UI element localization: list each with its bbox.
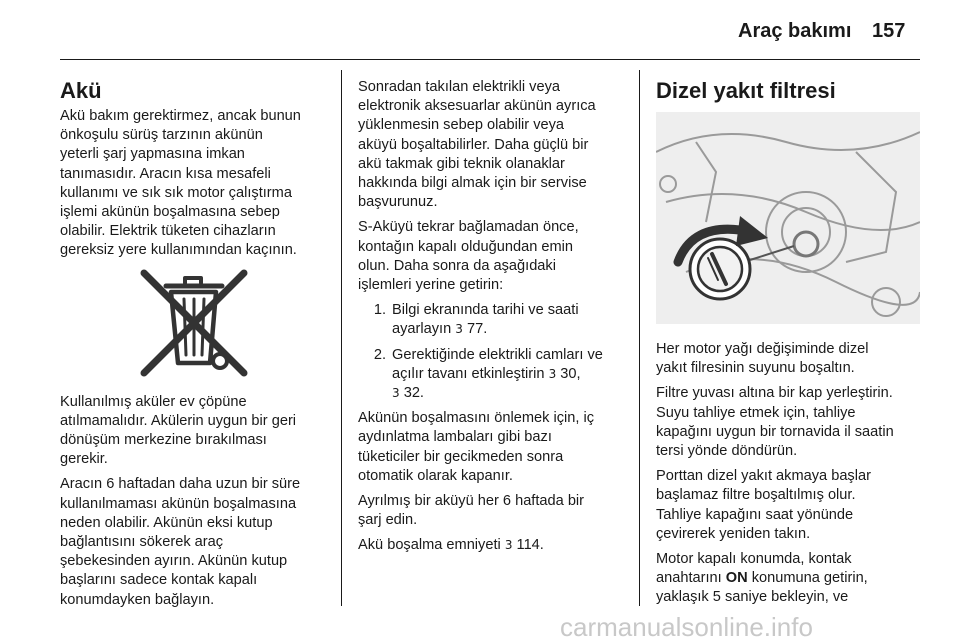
list-item <box>358 301 626 339</box>
page-reference-link[interactable]: 30, <box>560 365 581 382</box>
battery-paragraph-2: Kullanılmış aküler ev çöpüne atılmamalıdır. Akülerin uygun bir geri dönüşüm merkezine bırakılması gerekir. <box>60 393 297 468</box>
header-divider <box>60 59 920 60</box>
diesel-paragraph-1: Her motor yağı değişiminde dizel yakıt filresinin suyunu boşaltın. <box>656 341 869 377</box>
diesel-paragraph-3: Porttan dizel yakıt akmaya başlar başlamaz filtre boşaltılmış olur. Tahliye kapağını saat yönünde çevirerek yeniden takın. <box>656 468 871 542</box>
battery-paragraph-1: Akü bakım gerektirmez, ancak bunun önkoşulu sürüş tarzının akünün yeterli şarj yapmasına imkan tanımasıdır. Aracın kısa mesafeli kullanımı ve sık sık motor çalıştırma işlemi akünün boşalmasına sebep olabilir. Elektrik tüketen cihazların gereksiz yere kullanımından kaçının. <box>60 108 301 259</box>
crossed-bin-icon <box>138 269 250 377</box>
xref-arrow-icon: 3 <box>392 386 400 401</box>
column-divider-1 <box>341 70 342 606</box>
column-divider-2 <box>639 70 640 606</box>
battery-paragraph-3: Aracın 6 haftadan daha uzun bir süre kullanılmaması akünün boşalmasına neden olabilir. Akünün eksi kutup bağlantısını sökerek araç şebekesinden ayırın. Akünün kutup başlarını sadece kontak kapalı konumdayken bağlayın. <box>60 476 301 608</box>
filter-drain-illustration <box>656 112 920 324</box>
list-item <box>358 346 626 404</box>
list-number: 1. <box>373 302 386 319</box>
xref-arrow-icon: 3 <box>548 366 557 381</box>
diesel-filter-photo <box>656 112 920 324</box>
battery-paragraph-8: Akü boşalma emniyeti 3 114. <box>358 537 544 554</box>
list-text: Bilgi ekranında tarihi ve saati ayarlayın <box>392 302 579 338</box>
page-number: 157 <box>872 20 906 42</box>
ignition-on-label: ON <box>725 570 748 587</box>
xref-arrow-icon: 3 <box>455 322 463 337</box>
page-reference-link[interactable]: 77. <box>466 321 488 338</box>
header-title: Araç bakımı <box>738 20 852 42</box>
battery-paragraph-4: Sonradan takılan elektrikli veya elektronik aksesuarlar akünün ayrıca yüklenmesin sebep olabilir veya aküyü boşaltabilirler. Daha güçlü bir akü takmak gibi teknik olanaklar hakkında bilgi almak için bir servise başvurunuz. <box>358 79 596 211</box>
column-battery <box>60 78 328 616</box>
crossed-out-bin-symbol <box>60 269 328 381</box>
battery-paragraph-7: Ayrılmış bir aküyü her 6 haftada bir şarj edin. <box>358 493 585 529</box>
watermark-text: carmanualsonline.info <box>560 612 813 642</box>
section-heading-battery: Akü <box>60 78 102 103</box>
column-battery-continued <box>358 78 626 562</box>
page-reference-link[interactable]: 114. <box>516 537 544 554</box>
page-reference-link[interactable]: 32. <box>403 385 424 402</box>
list-number: 2. <box>373 346 386 363</box>
battery-paragraph-5: S-Aküyü tekrar bağlamadan önce, kontağın kapalı olduğundan emin olun. Daha sonra da aşağıdaki işlemleri yerine getirin: <box>358 219 579 294</box>
xref-arrow-icon: 3 <box>504 538 513 553</box>
section-heading-diesel-filter: Dizel yakıt filtresi <box>656 78 836 103</box>
column-diesel-filter <box>656 78 926 614</box>
battery-paragraph-6: Akünün boşalmasını önlemek için, iç aydınlatma lambaları gibi bazı tüketiciler bir gecikmeden sonra otomatik olarak kapanır. <box>358 410 595 484</box>
diesel-paragraph-4: Motor kapalı konumda, kontak anahtarını ON konumuna getirin, yaklaşık 5 saniye bekleyin, ve <box>656 551 868 606</box>
list-text: Gerektiğinde elektrikli camları ve açılır tavanı etkinleştirin <box>392 346 603 382</box>
diesel-paragraph-2: Filtre yuvası altına bir kap yerleştirin. Suyu tahliye etmek için, tahliye kapağını uygun bir tornavida il saatin tersi yönde döndürün. <box>656 385 894 460</box>
